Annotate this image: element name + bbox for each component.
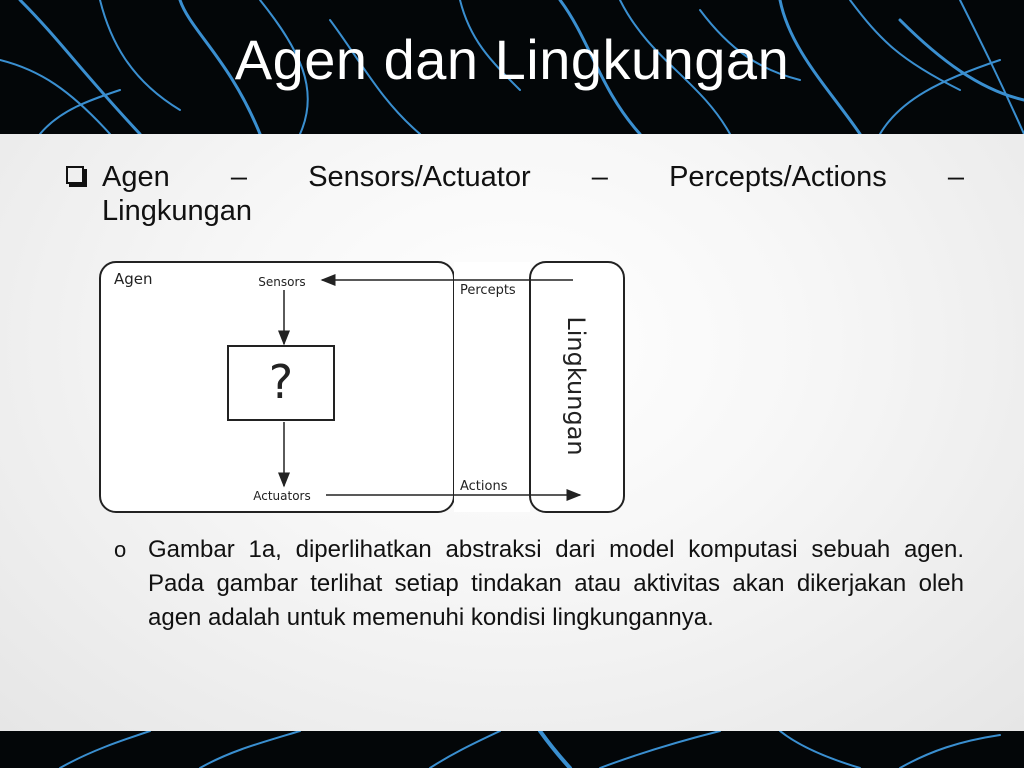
diagram-svg <box>98 260 628 516</box>
bullet-word: Agen <box>102 161 170 193</box>
environment-label: Lingkungan <box>562 316 590 456</box>
actions-label: Actions <box>460 479 508 494</box>
agent-label: Agen <box>114 270 153 288</box>
sensors-label: Sensors <box>258 275 306 289</box>
footer-band <box>0 731 1024 768</box>
main-bullet-line2: Lingkungan <box>102 195 252 227</box>
blue-veins-decoration <box>0 731 1024 768</box>
unknown-label: ? <box>268 355 294 409</box>
bullet-dash: – <box>591 161 608 193</box>
actuators-label: Actuators <box>253 489 311 503</box>
bullet-word: Percepts/Actions <box>669 161 887 193</box>
agent-environment-diagram <box>98 260 628 516</box>
sub-bullet-text: Gambar 1a, diperlihatkan abstraksi dari model komputasi sebuah agen. Pada gambar terlihat setiap tindakan atau aktivitas akan dikerjakan oleh agen adalah untuk memenuhi kondisi lingkungannya. <box>148 536 964 631</box>
slide-title: Agen dan Lingkungan <box>234 28 790 91</box>
main-bullet-line1 <box>102 160 964 194</box>
gap-area <box>454 262 530 512</box>
percepts-label: Percepts <box>460 283 516 298</box>
bullet-dash: – <box>230 161 248 193</box>
bullet-word: Sensors/Actuator <box>308 161 531 193</box>
main-bullet <box>66 160 964 228</box>
bullet-dash: – <box>947 161 964 193</box>
header-band <box>0 0 1024 134</box>
sub-bullet <box>114 533 964 635</box>
circle-bullet-marker: o <box>114 537 127 562</box>
checkbox-bullet-icon <box>66 166 84 184</box>
